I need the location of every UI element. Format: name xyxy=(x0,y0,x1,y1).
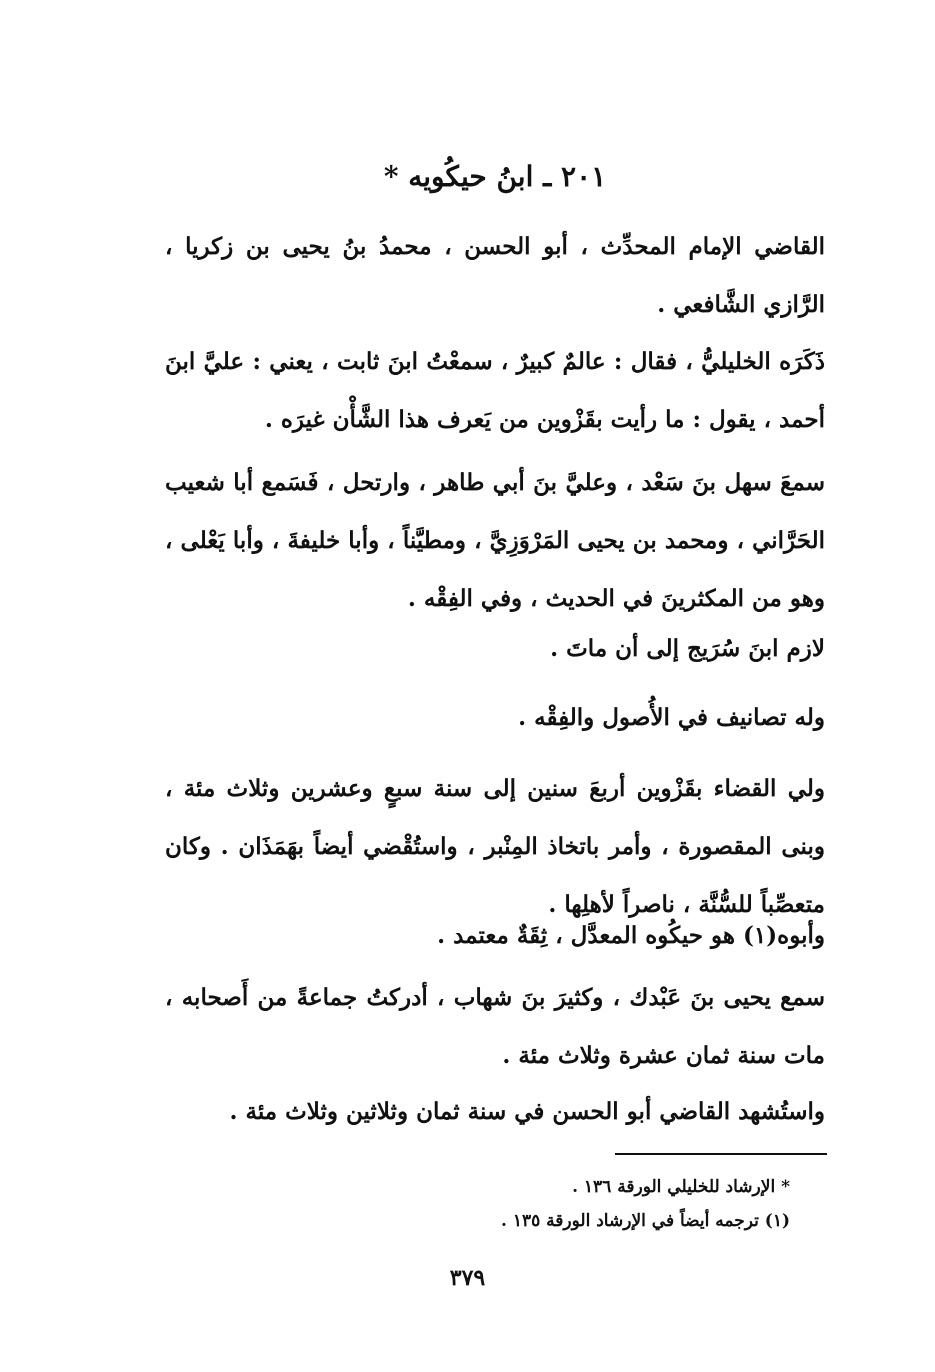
entry-title: ٢٠١ ـ ابنُ حيكُويه * xyxy=(383,160,607,193)
paragraph-father-teachers: سمع يحيى بنَ عَبْدك ، وكثيرَ بنَ شهاب ، أدركتُ جماعةً من أَصحابه ، مات سنة ثمان عشرة وثلاث مئة . xyxy=(165,984,825,1069)
paragraph-martyrdom: واستُشهد القاضي أبو الحسن في سنة ثمان وثلاثين وثلاث مئة . xyxy=(229,1098,825,1125)
paragraph-father: وأبوه(١) هو حيكُوه المعدَّل ، ثِقَةٌ معتمد . xyxy=(437,922,825,949)
footnotes xyxy=(165,1170,825,1238)
paragraph-khalili-quote: ذَكَرَه الخليليُّ ، فقال : عالمٌ كبيرٌ ، سمعْتُ ابنَ ثابت ، يعني : عليَّ ابنَ أحمد ، يقول : ما رأيت بقَزْوين من يَعرف هذا الشَّأْن غيرَه . xyxy=(165,348,825,433)
page-number: ٣٧٩ xyxy=(449,1265,486,1291)
paragraph-intro: القاضي الإمام المحدِّث ، أبو الحسن ، محمدُ بنُ يحيى بن زكريا ، الرَّازي الشَّافعي . xyxy=(165,233,825,318)
paragraph-ibn-surayj: لازم ابنَ سُرَيج إلى أن ماتَ . xyxy=(550,635,825,662)
paragraph-judgeship: ولي القضاء بقَزْوين أربعَ سنين إلى سنة سبعٍ وعشرين وثلاث مئة ، وبنى المقصورة ، وأمر باتخاذ المِنْبر ، واستُقْضي أيضاً بهَمَذَان . وكان متعصِّباً للسُّنَّة ، ناصراً لأهلِها . xyxy=(165,775,825,918)
paragraph-works: وله تصانيف في الأُصول والفِقْه . xyxy=(518,704,825,731)
footnote-1: (١) ترجمه أيضاً في الإرشاد الورقة ١٣٥ . xyxy=(501,1211,790,1231)
footnote-divider xyxy=(615,1153,827,1155)
paragraph-teachers: سمعَ سهل بنَ سَعْد ، وعليَّ بنَ أبي طاهر ، وارتحل ، فَسَمع أبا شعيب الحَرَّاني ، ومحمد بن يحيى المَرْوَزِيَّ ، ومطيَّناً ، وأبا خليفةَ ، وأبا يَعْلى ، وهو من المكثرينَ في الحديث ، وفي الفِقْه . xyxy=(165,469,825,612)
footnote-source: * الإرشاد للخليلي الورقة ١٣٦ . xyxy=(572,1177,790,1197)
